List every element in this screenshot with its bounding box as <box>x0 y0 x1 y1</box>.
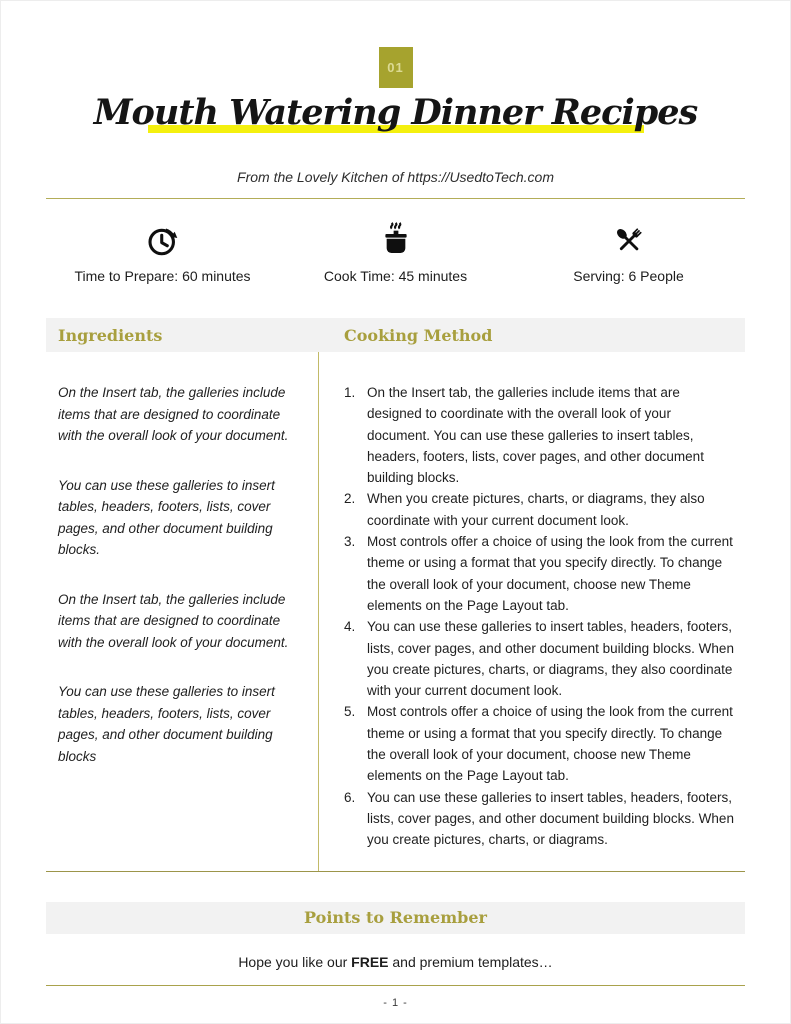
footer-divider <box>46 985 745 986</box>
page-title: Mouth Watering Dinner Recipes <box>93 92 698 133</box>
page-number: - 1 - <box>383 996 408 1009</box>
prepare-time-label: Time to Prepare: 60 minutes <box>74 268 251 284</box>
header-divider <box>46 198 745 199</box>
subtitle: From the Lovely Kitchen of https://UsedtoTech.com <box>237 169 554 185</box>
step-number: 1. <box>344 385 356 400</box>
cooking-step <box>344 787 735 851</box>
points-to-remember-bar <box>46 902 745 934</box>
step-number: 5. <box>344 704 356 720</box>
serving-item <box>512 221 745 284</box>
section-number-badge: 01 <box>379 47 413 88</box>
step-text: Most controls offer a choice of using the look from the current theme or using a format that you specify directly. To change the overall look of your document, choose new Theme elements on the Page Layout tab. <box>367 534 733 613</box>
cooking-method-heading: Cooking Method <box>344 325 493 345</box>
points-heading: Points to Remember <box>304 908 487 928</box>
ingredients-paragraph: You can use these galleries to insert tables, headers, footers, lists, cover pages, and other document building blocks <box>58 684 275 764</box>
ingredients-paragraph: On the Insert tab, the galleries include items that are designed to coordinate with the overall look of your document. <box>58 591 289 650</box>
step-number: 2. <box>344 491 356 507</box>
timer-clock-icon <box>144 221 181 259</box>
ingredients-paragraph: On the Insert tab, the galleries include items that are designed to coordinate with the overall look of your document. <box>58 385 289 443</box>
cooking-step <box>344 701 735 786</box>
recipe-meta-row <box>46 221 745 284</box>
prepare-time-item <box>46 221 279 284</box>
cooking-step <box>344 616 735 701</box>
step-text: When you create pictures, charts, or diagrams, they also coordinate with your current document look. <box>367 491 705 528</box>
step-text: You can use these galleries to insert tables, headers, footers, lists, cover pages, and other document building blocks. When you create pictures, charts, or diagrams. <box>367 789 734 848</box>
step-text: You can use these galleries to insert tables, headers, footers, lists, cover pages, and other document building blocks. When you create pictures, charts, or diagrams, they also coordinate with your current document look. <box>367 619 734 699</box>
step-text: On the Insert tab, the galleries include items that are designed to coordinate with the overall look of your document. You can use these galleries to insert tables, headers, footers, lists, cover pages, and other document building blocks. <box>367 385 704 486</box>
step-number: 3. <box>344 534 356 550</box>
step-text: Most controls offer a choice of using the look from the current theme or using a format that you specify directly. To change the overall look of your document, choose new Theme elements on the Page Layout tab. <box>367 704 733 784</box>
two-column-body <box>46 352 745 872</box>
cooking-step <box>344 382 735 488</box>
footer-note-suffix: and premium templates… <box>388 953 553 970</box>
cooking-method-column <box>319 352 745 871</box>
section-header-bar <box>46 318 745 352</box>
ingredients-column <box>46 352 319 871</box>
step-number: 6. <box>344 789 356 805</box>
ingredients-paragraph: You can use these galleries to insert tables, headers, footers, lists, cover pages, and other document building blocks. <box>58 477 275 557</box>
serving-label: Serving: 6 People <box>573 268 684 284</box>
ingredients-heading: Ingredients <box>58 325 163 345</box>
footer-note <box>46 954 745 970</box>
footer-note-prefix: Hope you like our <box>238 953 352 970</box>
cooking-step <box>344 531 735 616</box>
crossed-utensils-icon <box>611 221 647 259</box>
step-number: 4. <box>344 619 356 635</box>
cook-time-label: Cook Time: 45 minutes <box>323 268 468 284</box>
cook-time-item <box>279 221 512 284</box>
cooking-step <box>344 488 735 531</box>
footer-note-bold: FREE <box>351 953 389 970</box>
cooking-pot-icon <box>377 221 415 259</box>
